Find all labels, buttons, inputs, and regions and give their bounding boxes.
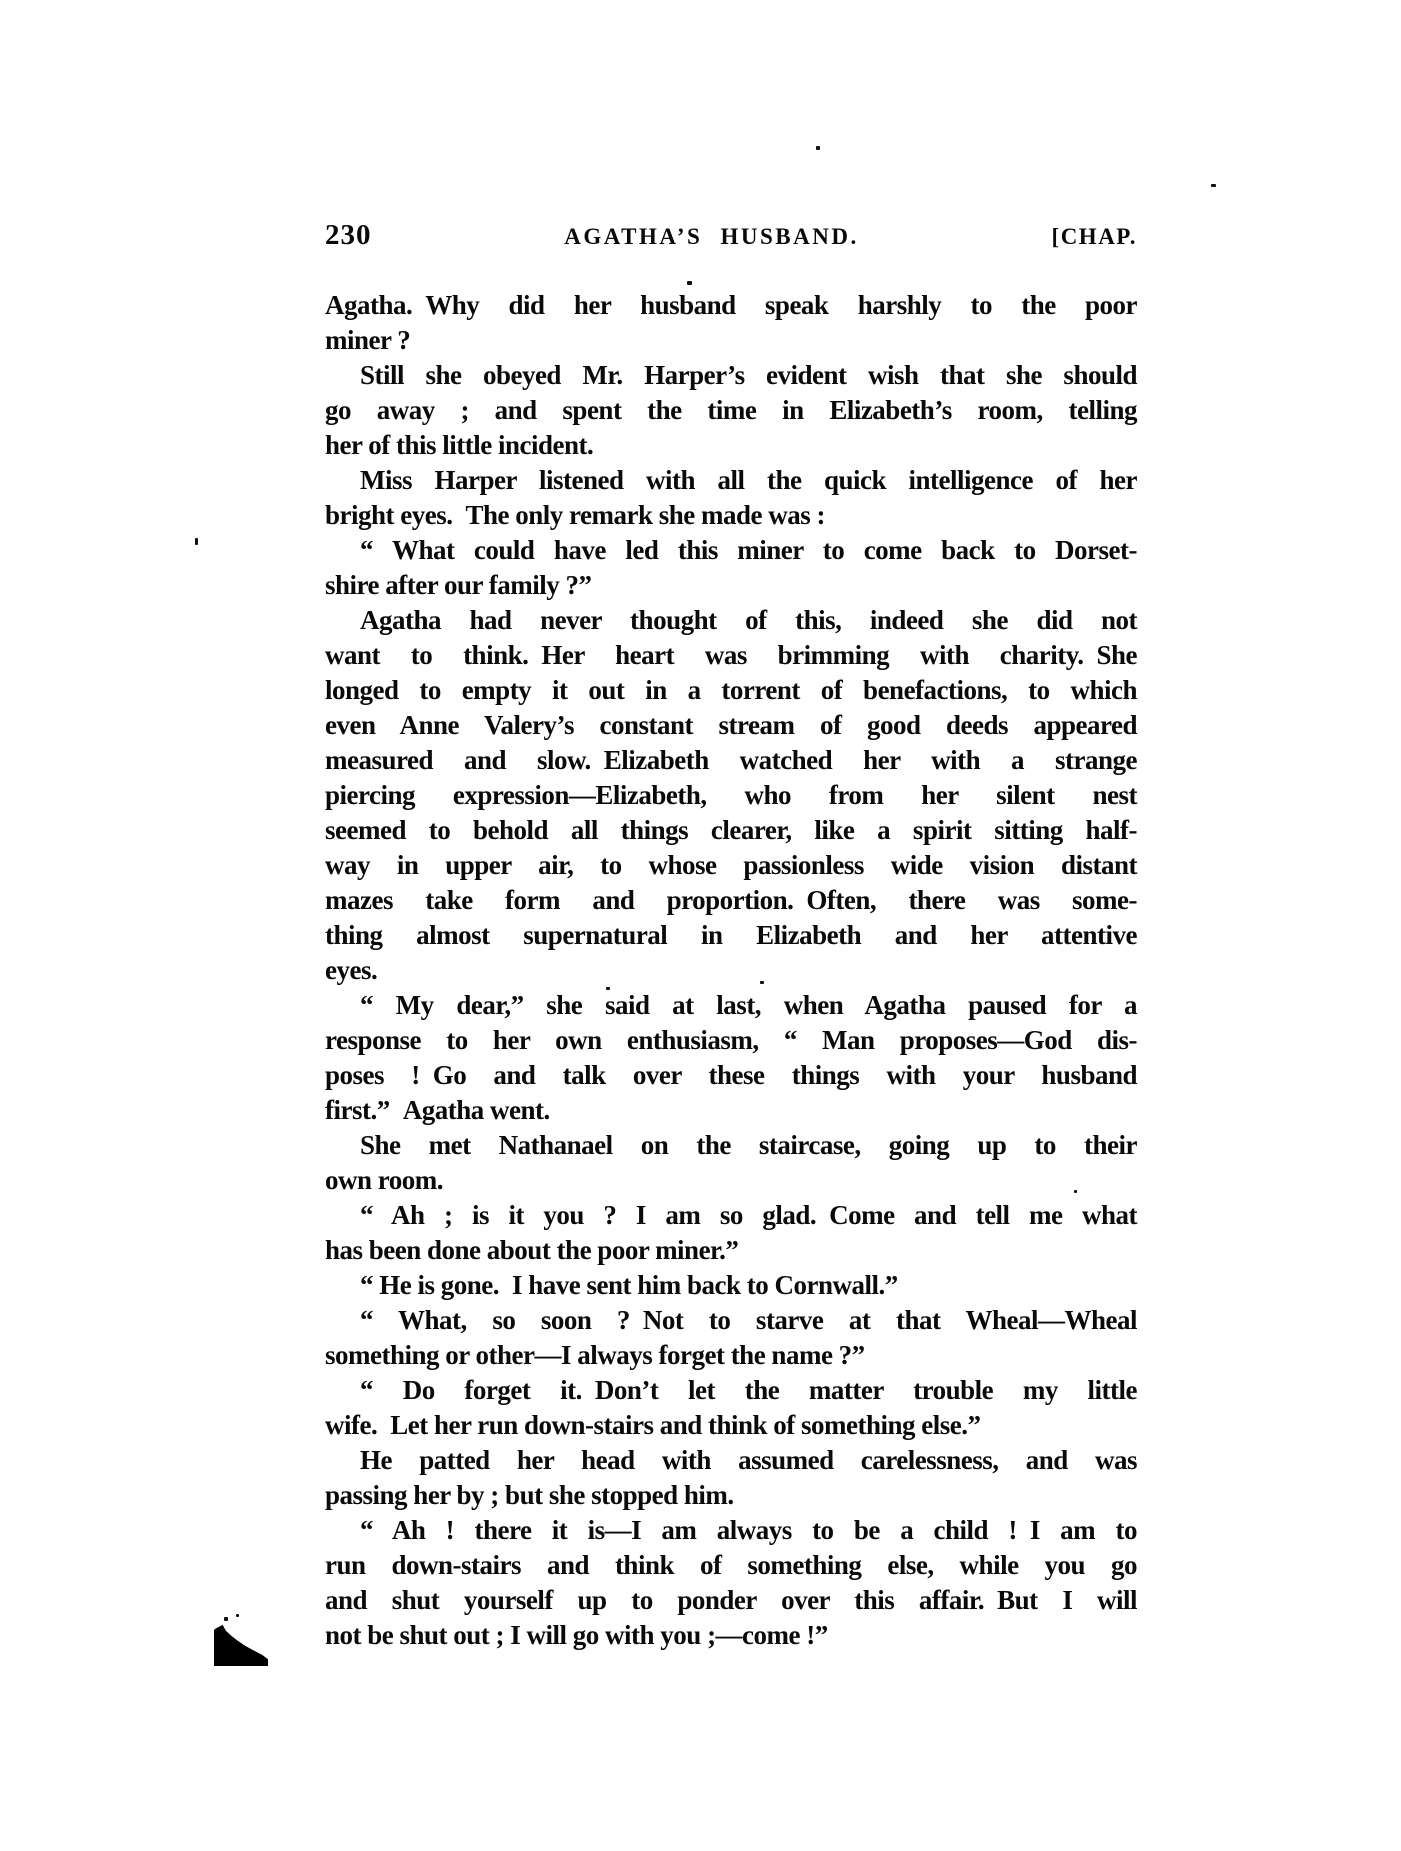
text-line: response to her own enthusiasm, “ Man proposes—God dis- <box>325 1025 1137 1055</box>
text-line: miner ? <box>325 325 411 355</box>
text-line: “ Ah ; is it you ? I am so glad. Come and tell me what <box>360 1200 1137 1230</box>
text-line: run down-stairs and think of something else, while you go <box>325 1550 1137 1580</box>
text-line: not be shut out ; I will go with you ;—come !” <box>325 1620 828 1650</box>
text-line: measured and slow. Elizabeth watched her with a strange <box>325 745 1137 775</box>
text-line: mazes take form and proportion. Often, there was some- <box>325 885 1137 915</box>
text-line: wife. Let her run down-stairs and think of something else.” <box>325 1410 981 1440</box>
text-line: seemed to behold all things clearer, like a spirit sitting half- <box>325 815 1137 845</box>
body-text <box>325 288 1137 1653</box>
text-line: He patted her head with assumed carelessness, and was <box>360 1445 1137 1475</box>
text-line: Still she obeyed Mr. Harper’s evident wish that she should <box>360 360 1137 390</box>
text-line: piercing expression—Elizabeth, who from her silent nest <box>325 780 1137 810</box>
text-line: her of this little incident. <box>325 430 594 460</box>
text-line: “ He is gone. I have sent him back to Cornwall.” <box>360 1270 898 1300</box>
text-line: and shut yourself up to ponder over this affair. But I will <box>325 1585 1137 1615</box>
text-line: “ Do forget it. Don’t let the matter trouble my little <box>360 1375 1137 1405</box>
scan-speck <box>760 981 764 984</box>
text-line: go away ; and spent the time in Elizabeth’s room, telling <box>325 395 1137 425</box>
text-line: poses ! Go and talk over these things with your husband <box>325 1060 1137 1090</box>
page-number: 230 <box>325 219 372 251</box>
text-line: “ What, so soon ? Not to starve at that Wheal—Wheal <box>360 1305 1137 1335</box>
text-line: has been done about the poor miner.” <box>325 1235 739 1265</box>
scan-speck <box>1074 1190 1077 1193</box>
scan-speck <box>236 1614 239 1617</box>
scan-speck <box>687 281 692 285</box>
running-title: AGATHA’S HUSBAND. <box>564 224 859 249</box>
text-line: want to think. Her heart was brimming with charity. She <box>325 640 1137 670</box>
text-line: bright eyes. The only remark she made was : <box>325 500 825 530</box>
text-line: even Anne Valery’s constant stream of good deeds appeared <box>325 710 1137 740</box>
scan-speck <box>1211 184 1216 187</box>
chapter-marker: [CHAP. <box>1051 224 1137 249</box>
scan-speck <box>224 1617 228 1621</box>
text-line: Agatha had never thought of this, indeed she did not <box>360 605 1137 635</box>
text-line: thing almost supernatural in Elizabeth and her attentive <box>325 920 1137 950</box>
text-line: something or other—I always forget the name ?” <box>325 1340 865 1370</box>
scan-speck <box>606 987 610 990</box>
text-line: way in upper air, to whose passionless wide vision distant <box>325 850 1137 880</box>
scan-speck <box>195 538 198 545</box>
ink-blotch <box>214 1624 268 1666</box>
text-line: passing her by ; but she stopped him. <box>325 1480 734 1510</box>
text-line: Miss Harper listened with all the quick intelligence of her <box>360 465 1137 495</box>
text-line: “ My dear,” she said at last, when Agatha paused for a <box>360 990 1137 1020</box>
page-header <box>325 219 1137 252</box>
text-line: “ What could have led this miner to come back to Dorset- <box>360 535 1137 565</box>
text-line: shire after our family ?” <box>325 570 592 600</box>
text-line: first.” Agatha went. <box>325 1095 550 1125</box>
scan-speck <box>816 146 820 150</box>
text-line: “ Ah ! there it is—I am always to be a child ! I am to <box>360 1515 1137 1545</box>
text-line: She met Nathanael on the staircase, going up to their <box>360 1130 1137 1160</box>
text-line: Agatha. Why did her husband speak harshly to the poor <box>325 290 1137 320</box>
text-line: longed to empty it out in a torrent of benefactions, to which <box>325 675 1137 705</box>
text-line: own room. <box>325 1165 444 1195</box>
text-line: eyes. <box>325 955 378 985</box>
